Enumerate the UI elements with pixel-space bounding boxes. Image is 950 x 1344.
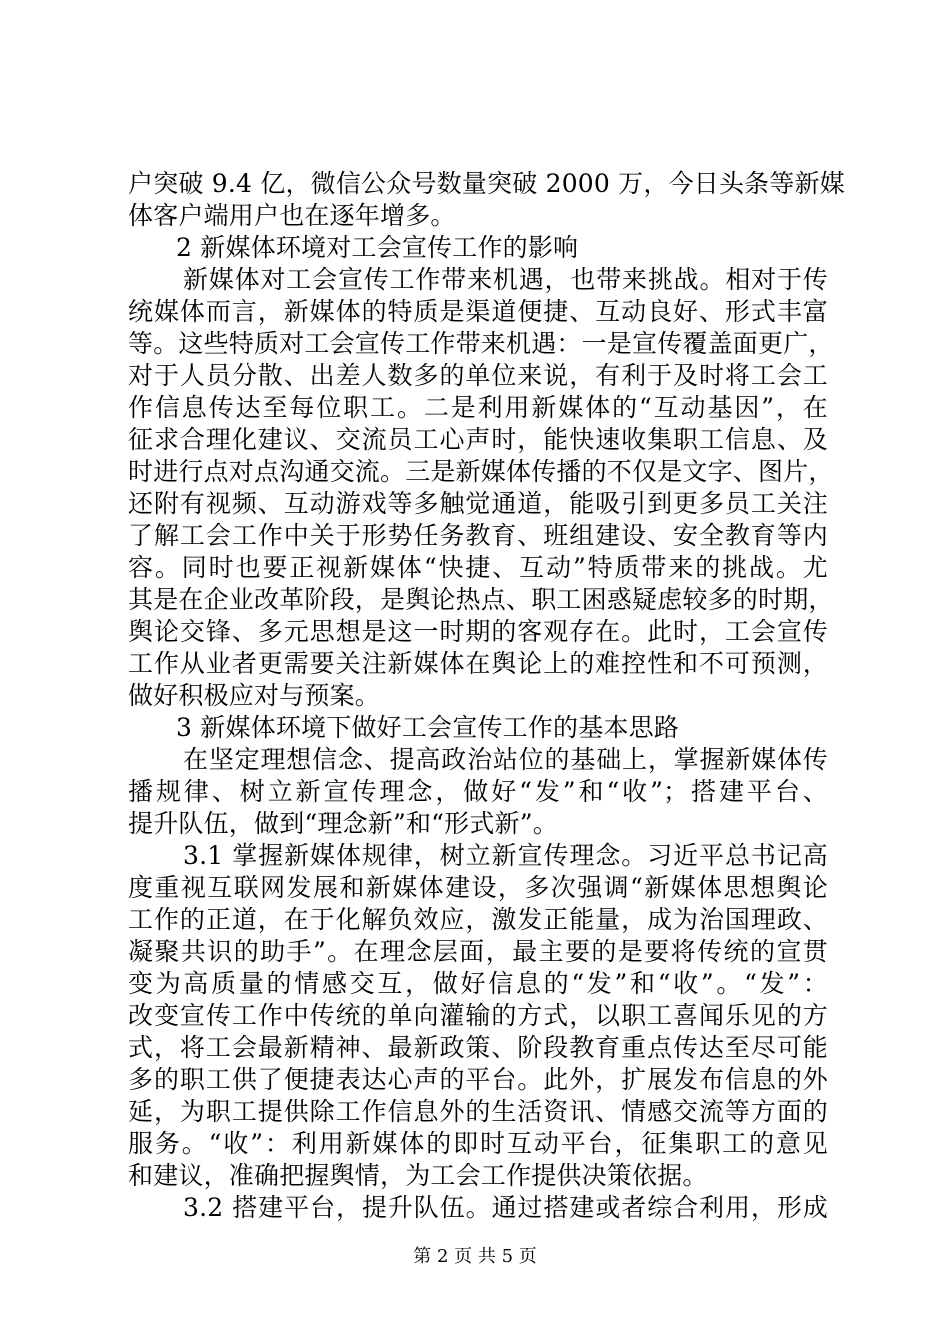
paragraph-line: 凝聚共识的助手”。在理念层面，最主要的是要将传统的宣贯 xyxy=(128,937,828,966)
paragraph-line: 工作的正道，在于化解负效应，激发正能量，成为治国理政、 xyxy=(128,905,828,934)
page-number-footer: 第 2 页 共 5 页 xyxy=(413,1246,537,1267)
paragraph-line: 新媒体对工会宣传工作带来机遇，也带来挑战。相对于传 xyxy=(183,265,828,294)
paragraph-line: 在坚定理想信念、提高政治站位的基础上，掌握新媒体传 xyxy=(183,745,828,774)
paragraph-line: 时进行点对点沟通交流。三是新媒体传播的不仅是文字、图片， xyxy=(128,457,834,486)
paragraph-line: 对于人员分散、出差人数多的单位来说，有利于及时将工会工 xyxy=(128,361,828,390)
paragraph-line: 其是在企业改革阶段，是舆论热点、职工困惑疑虑较多的时期， xyxy=(128,585,834,614)
paragraph-line: 工作从业者更需要关注新媒体在舆论上的难控性和不可预测， xyxy=(128,649,828,678)
paragraph-line: 和建议，准确把握舆情，为工会工作提供决策依据。 xyxy=(128,1161,708,1190)
document-body xyxy=(128,168,845,1224)
section-heading: 2 新媒体环境对工会宣传工作的影响 xyxy=(176,233,579,262)
paragraph-line: 了解工会工作中关于形势任务教育、班组建设、安全教育等内 xyxy=(128,521,828,550)
paragraph-line: 变为高质量的情感交互，做好信息的“发”和“收”。“发”： xyxy=(128,969,828,998)
paragraph-line: 户突破 9.4 亿，微信公众号数量突破 2000 万，今日头条等新媒 xyxy=(128,169,845,198)
paragraph-line: 式，将工会最新精神、最新政策、阶段教育重点传达至尽可能 xyxy=(128,1033,828,1062)
paragraph-line: 体客户端用户也在逐年增多。 xyxy=(128,201,456,230)
paragraph-line: 容。同时也要正视新媒体“快捷、互动”特质带来的挑战。尤 xyxy=(128,553,828,582)
paragraph-line: 还附有视频、互动游戏等多触觉通道，能吸引到更多员工关注 xyxy=(128,489,828,518)
paragraph-line: 提升队伍，做到“理念新”和“形式新”。 xyxy=(128,809,558,838)
subsection-line: 3.1 掌握新媒体规律，树立新宣传理念。习近平总书记高 xyxy=(183,841,828,870)
paragraph-line: 改变宣传工作中传统的单向灌输的方式，以职工喜闻乐见的方 xyxy=(128,1001,828,1030)
subsection-line: 3.2 搭建平台，提升队伍。通过搭建或者综合利用，形成 xyxy=(183,1193,828,1222)
paragraph-line: 延，为职工提供除工作信息外的生活资讯、情感交流等方面的 xyxy=(128,1097,828,1126)
paragraph-line: 多的职工供了便捷表达心声的平台。此外，扩展发布信息的外 xyxy=(128,1065,828,1094)
paragraph-line: 播规律、树立新宣传理念，做好“发”和“收”；搭建平台、 xyxy=(128,777,828,806)
paragraph-line: 做好积极应对与预案。 xyxy=(128,681,381,710)
section-heading: 3 新媒体环境下做好工会宣传工作的基本思路 xyxy=(176,713,680,742)
paragraph-line: 征求合理化建议、交流员工心声时，能快速收集职工信息、及 xyxy=(128,425,828,454)
paragraph-line: 舆论交锋、多元思想是这一时期的客观存在。此时，工会宣传 xyxy=(128,617,828,646)
paragraph-line: 服务。“收”：利用新媒体的即时互动平台，征集职工的意见 xyxy=(128,1129,828,1158)
paragraph-line: 等。这些特质对工会宣传工作带来机遇：一是宣传覆盖面更广， xyxy=(128,329,834,358)
paragraph-line: 统媒体而言，新媒体的特质是渠道便捷、互动良好、形式丰富 xyxy=(128,297,828,326)
paragraph-line: 作信息传达至每位职工。二是利用新媒体的“互动基因”，在 xyxy=(128,393,828,422)
paragraph-line: 度重视互联网发展和新媒体建设，多次强调“新媒体思想舆论 xyxy=(128,873,828,902)
